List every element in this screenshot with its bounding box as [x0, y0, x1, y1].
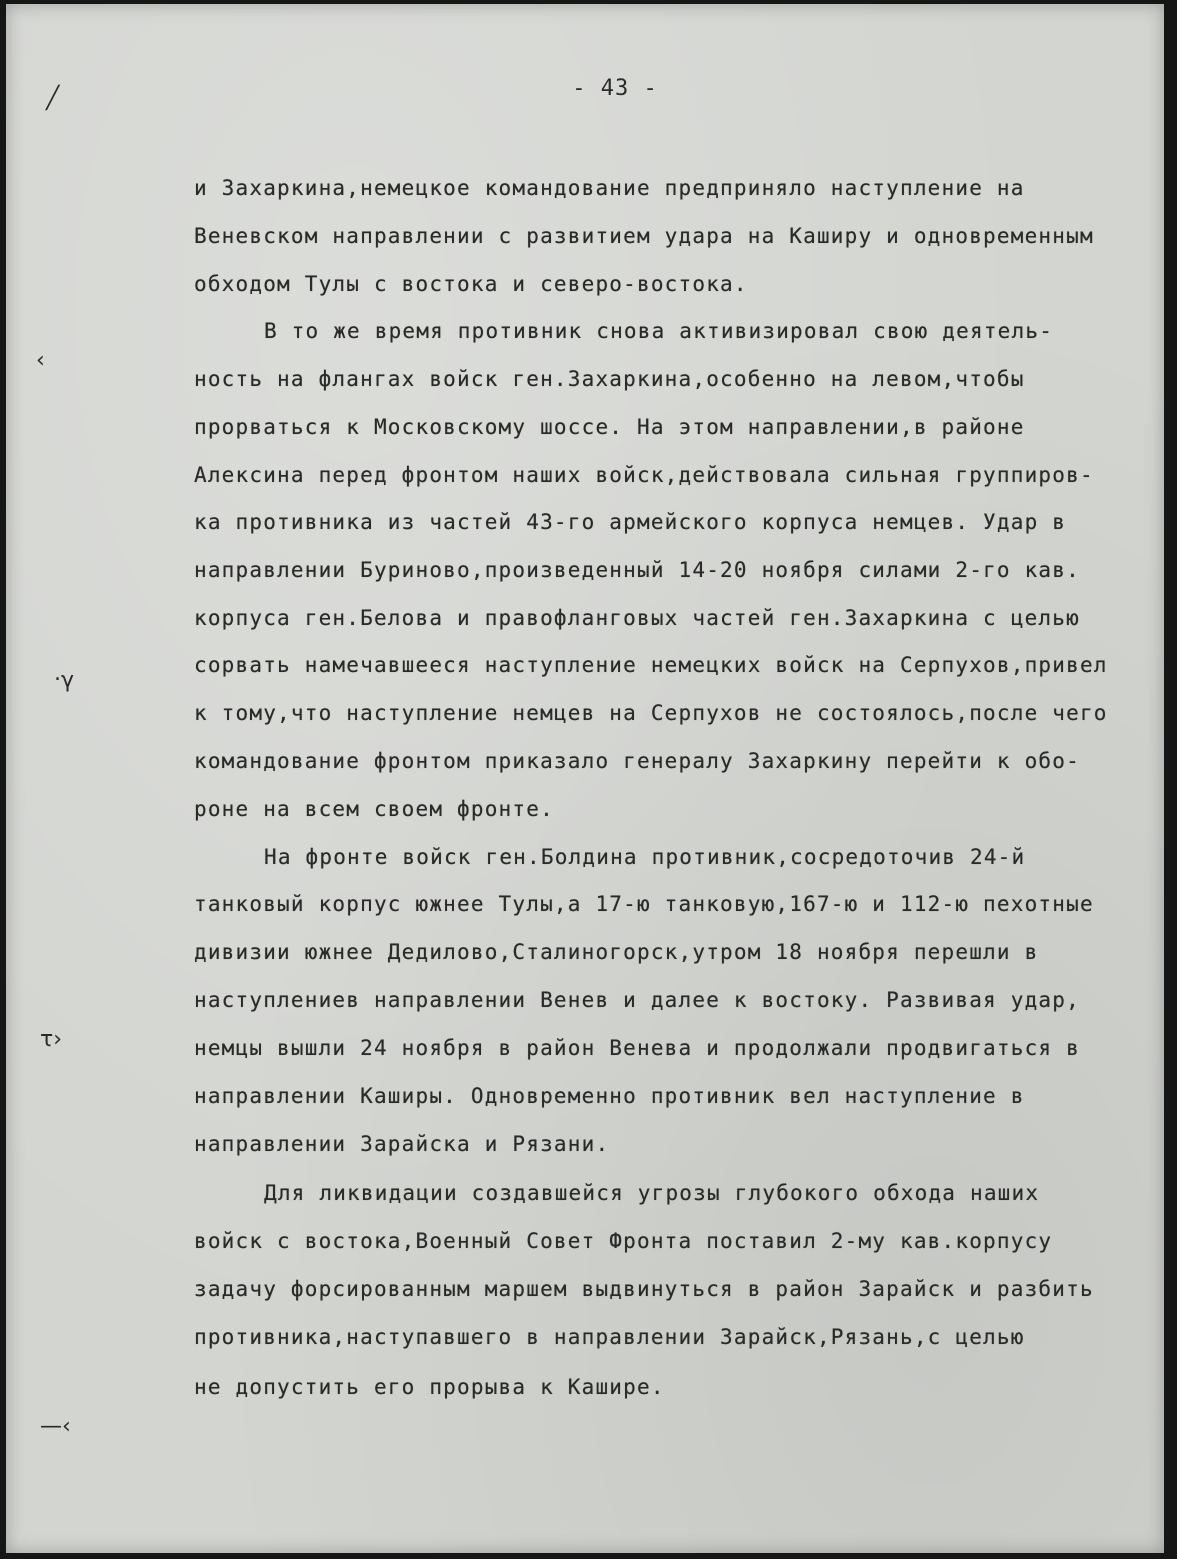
text-line: и Захаркина,немецкое командование предприняло наступление на	[194, 176, 1025, 200]
margin-tick-mark: τ›	[40, 1027, 63, 1052]
text-line: Для ликвидации создавшейся угрозы глубокого обхода наших	[264, 1181, 1040, 1205]
text-line: направлении Зарайска и Рязани.	[194, 1132, 610, 1156]
text-line: немцы вышли 24 ноября в район Венева и продолжали продвигаться в	[194, 1036, 1080, 1060]
text-line: войск с востока,Военный Совет Фронта поставил 2-му кав.корпусу	[194, 1229, 1053, 1253]
text-line: роне на всем своем фронте.	[194, 797, 554, 821]
margin-tick-mark: ‹	[36, 348, 45, 373]
paper-sheet	[6, 4, 1164, 1553]
text-line: направлении Каширы. Одновременно противник вел наступление в	[194, 1084, 1025, 1108]
text-line: не допустить его прорыва к Кашире.	[194, 1375, 665, 1399]
text-line: противника,наступавшего в направлении Зарайск,Рязань,с целью	[194, 1325, 1025, 1349]
text-line: В то же время противник снова активизировал свою деятель-	[264, 319, 1054, 343]
text-line: Веневском направлении с развитием удара на Каширу и одновременным	[194, 224, 1094, 248]
text-line: сорвать намечавшееся наступление немецких войск на Серпухов,привел	[194, 653, 1108, 677]
text-line: Алексина перед фронтом наших войск,действовала сильная группиров-	[194, 463, 1094, 487]
text-line: задачу форсированным маршем выдвинуться в район Зарайск и разбить	[194, 1277, 1094, 1301]
text-line: корпуса ген.Белова и правофланговых частей ген.Захаркина с целью	[194, 606, 1080, 630]
text-line: к тому,что наступление немцев на Серпухов не состоялось,после чего	[194, 701, 1108, 725]
text-line: командование фронтом приказало генералу Захаркину перейти к обо-	[194, 749, 1080, 773]
text-line: дивизии южнее Дедилово,Сталиногорск,утром 18 ноября перешли в	[194, 940, 1039, 964]
text-line: ка противника из частей 43-го армейского корпуса немцев. Удар в	[194, 510, 1067, 534]
margin-tick-mark: ╱	[46, 86, 60, 111]
margin-tick-mark: —‹	[40, 1414, 71, 1439]
text-line: танковый корпус южнее Тулы,а 17-ю танковую,167-ю и 112-ю пехотные	[194, 892, 1094, 916]
page-number: - 43 -	[572, 76, 658, 101]
margin-tick-mark: ‧γ	[54, 668, 75, 693]
text-line: На фронте войск ген.Болдина противник,сосредоточив 24-й	[264, 845, 1026, 869]
text-line: обходом Тулы с востока и северо-востока.	[194, 272, 748, 296]
text-line: направлении Буриново,произведенный 14-20 ноября силами 2-го кав.	[194, 558, 1080, 582]
text-line: наступлениев направлении Венев и далее к востоку. Развивая удар,	[194, 988, 1080, 1012]
text-line: ность на флангах войск ген.Захаркина,особенно на левом,чтобы	[194, 367, 1025, 391]
text-line: прорваться к Московскому шоссе. На этом направлении,в районе	[194, 415, 1025, 439]
